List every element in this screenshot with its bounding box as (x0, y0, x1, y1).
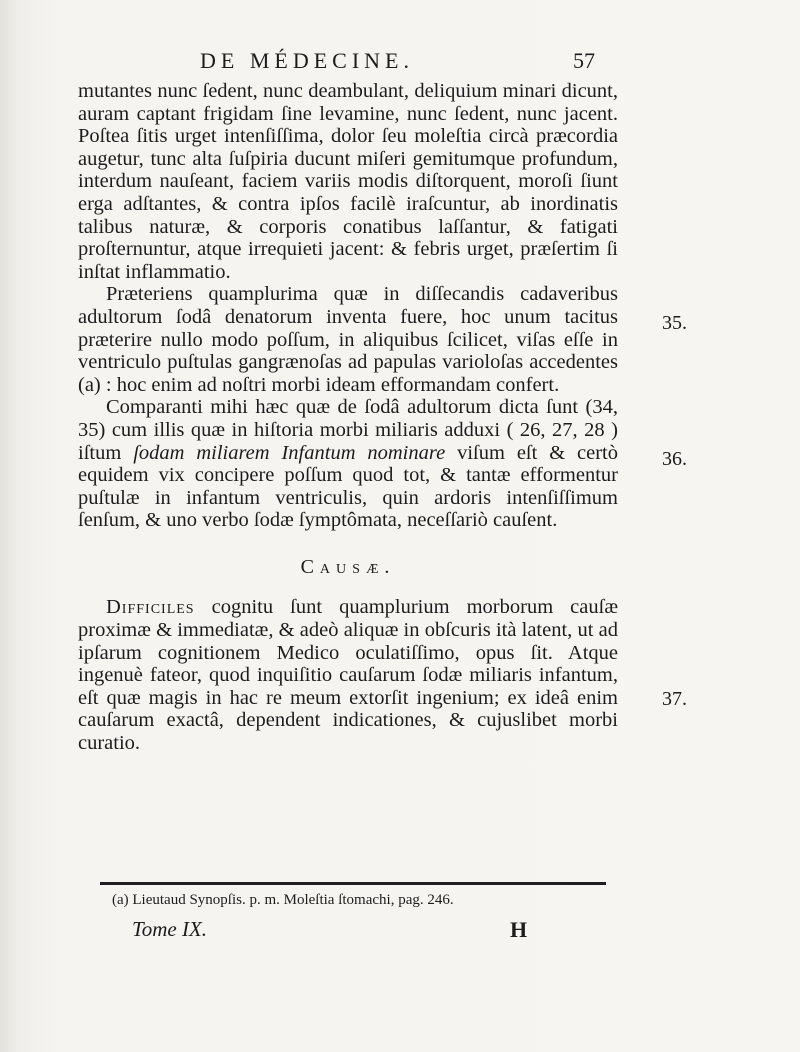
margin-number-37: 37. (662, 688, 687, 710)
margin-number-35: 35. (662, 312, 687, 334)
signature-letter: H (510, 917, 528, 942)
page-number: 57 (573, 48, 595, 73)
paragraph-3-part-a: Comparanti mihi hæc quæ de ſodâ adultorum dicta ſunt (34, 35) cum illis quæ in hiſtoria morbi miliaris adduxi ( 26, 27, 28 ) iſtum (78, 396, 618, 464)
paragraph-4-text: cognitu ſunt quamplurium morborum cauſæ proximæ & immediatæ, & adeò aliquæ in obſcuris ità latent, ut ad ipſarum cognitionem Medico oculatiſſimo, opus ſit. Atque ingenuè fateor, quod inquiſitio cauſarum ſodæ miliaris infantum, eſt quæ magis in hac re meum extorſit ingenium; ex ideâ enim cauſarum exactâ, dependent indicationes, & cujuslibet morbi curatio. (78, 596, 619, 755)
section-title: Causæ. (300, 555, 396, 578)
paragraph-3 (78, 396, 618, 532)
paragraph-3-part-b: viſum eſt & certò equidem vix concipere poſſum quod tot, & tantæ efformentur puſtulæ in infantum ventriculis, quin ardoris intenſiſſimum ſenſum, & uno verbo ſodæ ſymptômata, neceſſariò cauſent. (78, 441, 618, 532)
footnote-rule (100, 882, 606, 885)
signature-line (132, 917, 552, 947)
paragraph-2: Præteriens quamplurima quæ in diſſecandis cadaveribus adultorum ſodâ denatorum inventa fuere, hoc unum tacitus præterire nullo modo poſſum, in aliquibus ſcilicet, viſas eſſe in ventriculo puſtulas gangrænoſas ad papulas varioloſas accedentes (a) : hoc enim ad noſtri morbi ideam efformandam confert. (78, 283, 618, 396)
tome-label: Tome IX. (132, 917, 208, 941)
paragraph-3-italic: ſodam miliarem Infantum nominare (133, 441, 446, 464)
footnote: (a) Lieutaud Synopſis. p. m. Moleſtia ſtomachi, pag. 246. (112, 892, 454, 908)
body-text (78, 80, 618, 755)
paragraph-4-lead: Difficiles (106, 596, 195, 619)
running-head (0, 48, 800, 80)
paragraph-4 (78, 596, 618, 754)
paragraph-1: mutantes nunc ſedent, nunc deambulant, deliquium minari dicunt, auram captant frigidam ſine levamine, nunc ſedent, nunc jacent. Poſtea ſitis urget intenſiſſima, dolor ſeu moleſtia circà præcordia augetur, tunc alta ſuſpiria ducunt miſeri gemitumque profundum, interdum nauſeant, faciem variis modis diſtorquent, moroſi ſiunt erga adſtantes, & contra ipſos facilè iraſcuntur, ab inordinatis talibus naturæ, & corporis conatibus laſſantur, & fatigati proſternuntur, atque irrequieti jacent: & febris urget, præſertim ſi inſtat inflammatio. (78, 80, 618, 283)
margin-number-36: 36. (662, 448, 687, 470)
running-title: DE MÉDECINE. (200, 48, 414, 73)
